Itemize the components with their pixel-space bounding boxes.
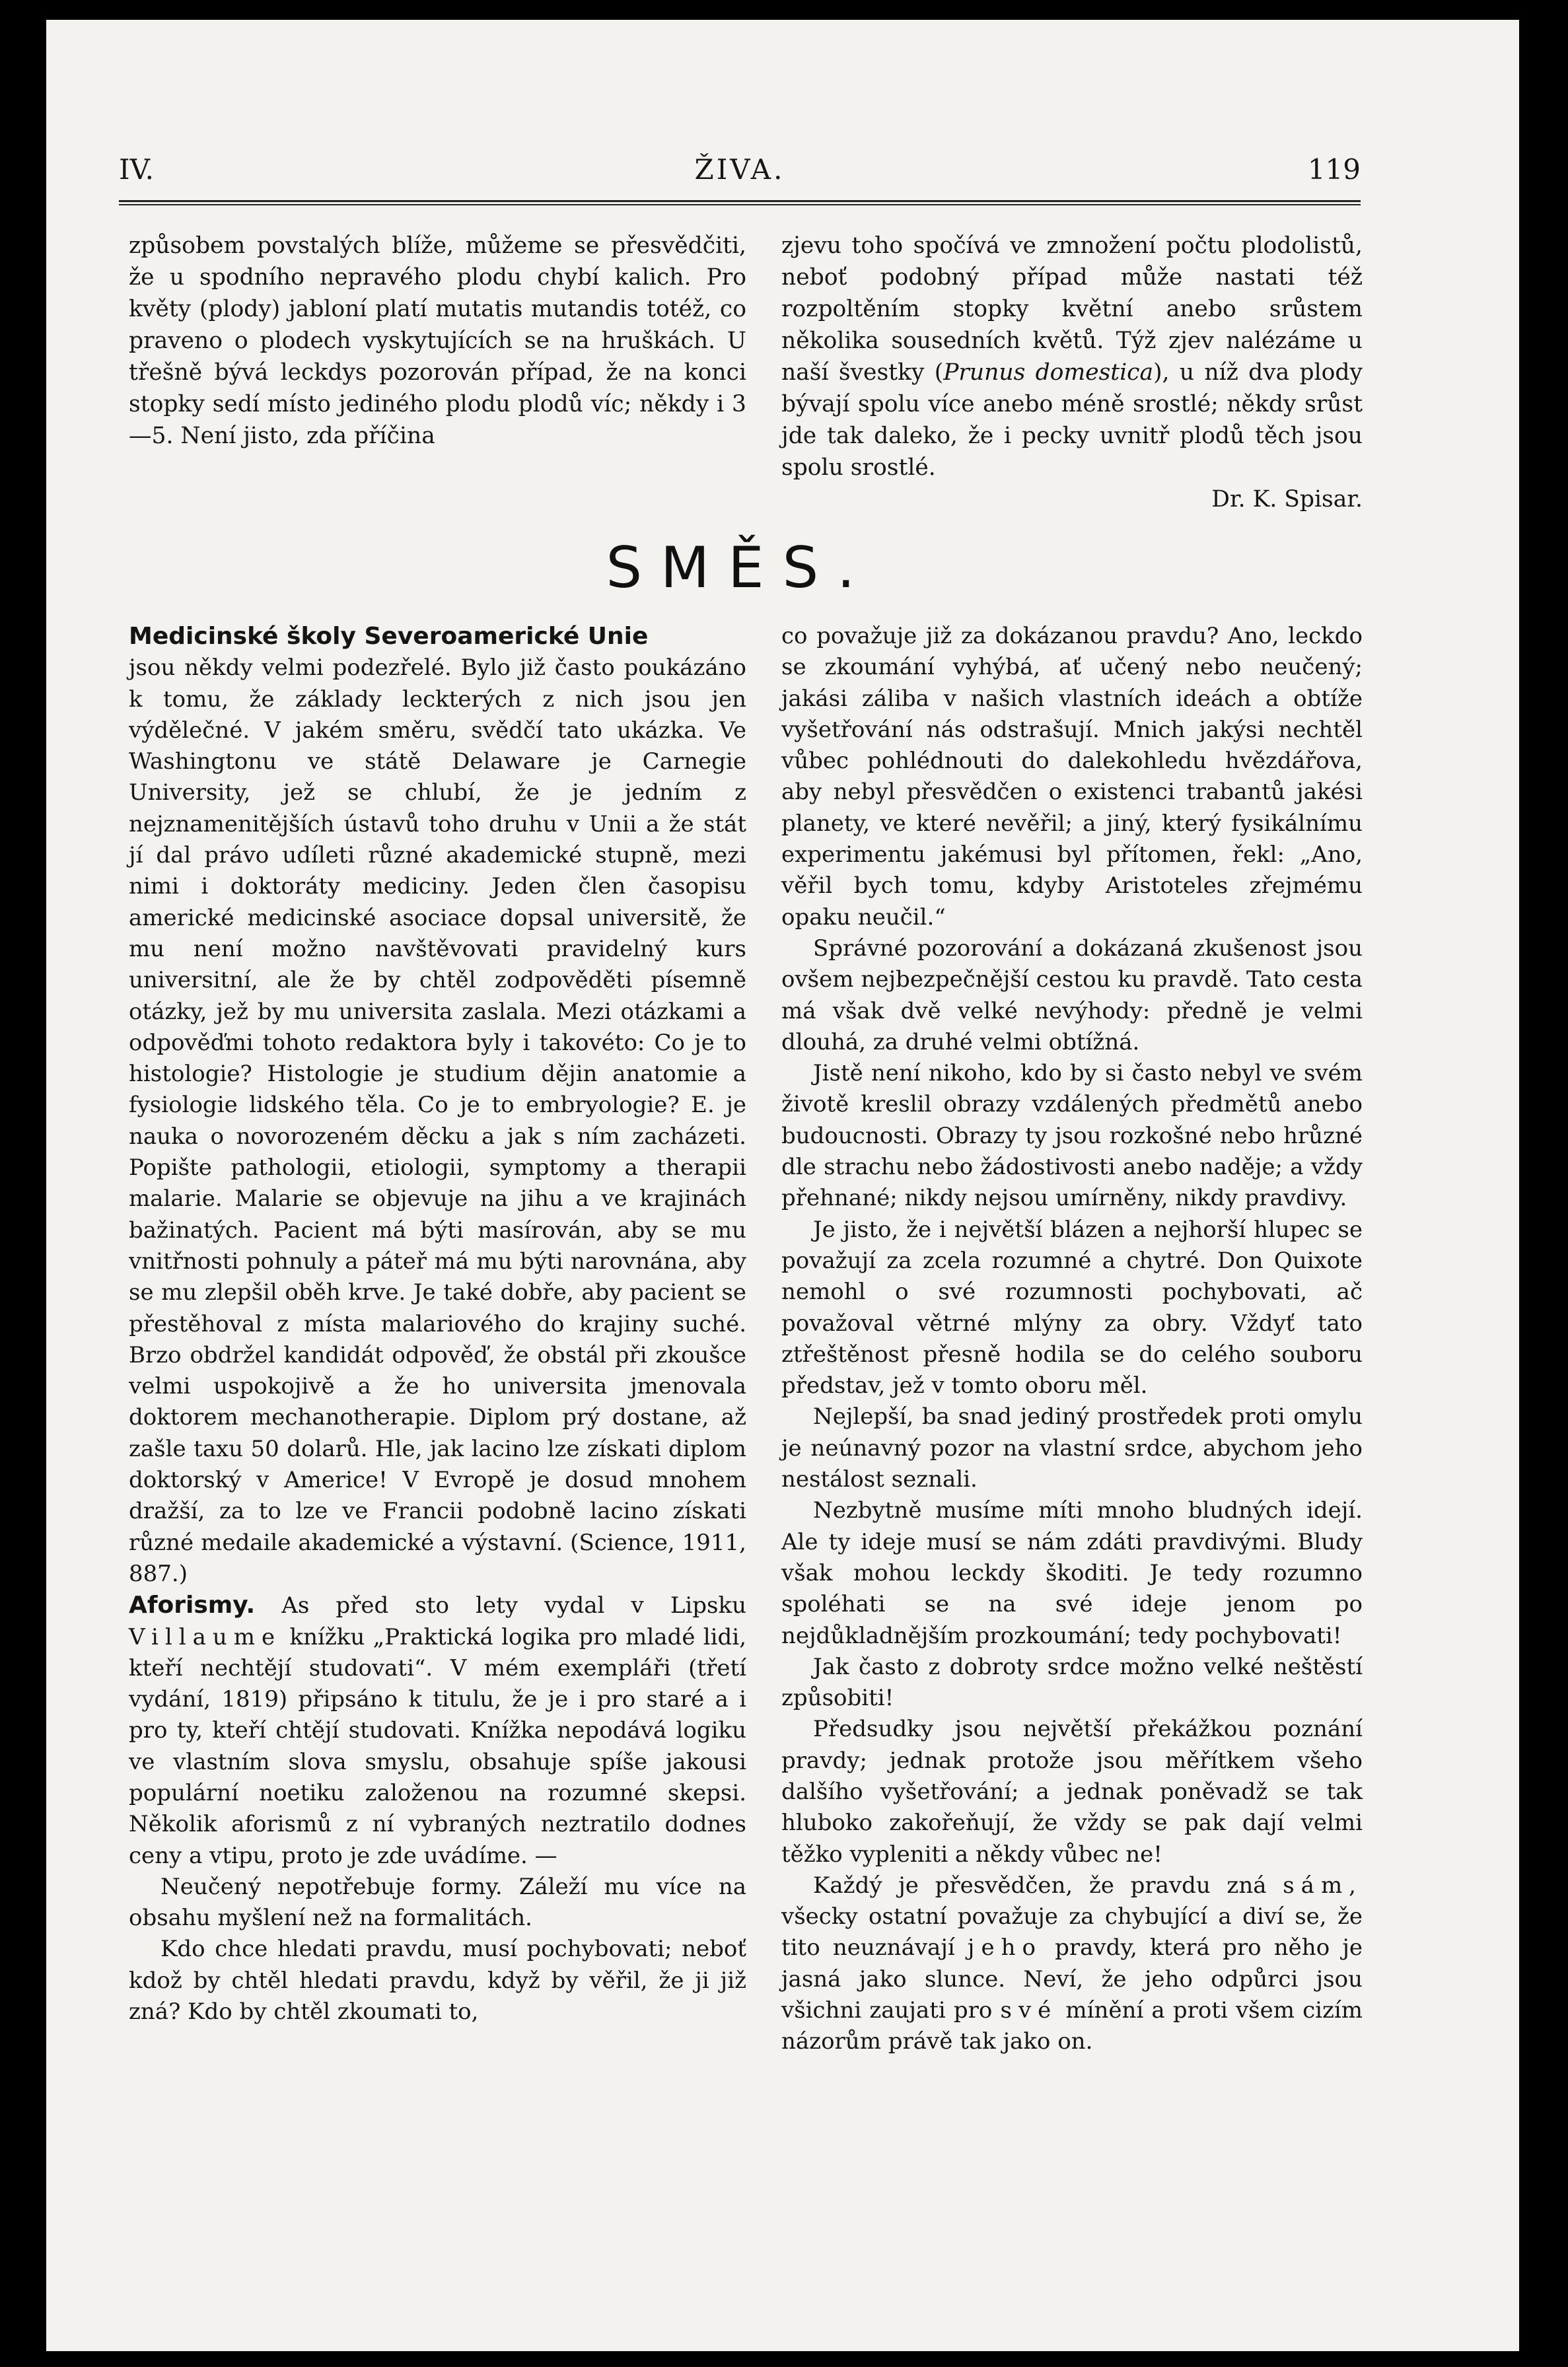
paragraph <box>781 1870 1363 2058</box>
header-rule-thin <box>119 204 1361 205</box>
text: pravdy, která pro něho je jasná jako slunce. Neví, že jeho odpůrci jsou všichni zaujati pro <box>781 1934 1363 2024</box>
text: As před sto lety vydal v Lipsku <box>281 1592 746 1619</box>
author-signature: Dr. K. Spisar. <box>1211 486 1363 512</box>
paragraph: Neučený nepotřebuje formy. Záleží mu více na obsahu myšlení než na formalitách. <box>129 1873 746 1932</box>
right-column <box>781 621 1363 2058</box>
text: jsou někdy velmi podezřelé. Bylo již často poukázáno k tomu, že základy leckterých z nich jsou jen výdělečné. V jakém směru, svědčí tato ukázka. Ve Washingtonu ve státě Delaware je Carnegie University, jež se chlubí, že je jedním z nejznamenitějších ústavů toho druhu v Unii a že stát jí dal právo udíleti různé akademické stupně, mezi nimi i doktoráty mediciny. Jeden člen časopisu americké medicinské asociace dopsal universitě, že mu není možno navštěvovati pravidelný kurs universitní, ale že by chtěl zodpověděti písemně otázky, jež by mu universita zaslala. Mezi otázkami a odpověďmi tohoto redaktora byly i takovéto: Co je to histologie? Histologie je studium dějin anatomie a fysiologie lidského těla. Co je to embryologie? E. je nauka o novorozeném děcku a jak s ním zacházeti. Popište pathologii, etiologii, symptomy a therapii malarie. Malarie se objevuje na jihu a ve krajinách bažinatých. Pacient má býti masírován, aby se mu vnitřnosti pohnuly a páteř má mu býti narovnána, aby se mu zlepšil oběh krve. Je také dobře, aby pacient se přestěhoval z místa malariového do krajiny suché. Brzo obdržel kandidát odpověď, že obstál při zkoušce velmi uspokojivě a že ho universita jmenovala doktorem mechanotherapie. Diplom prý dostane, až zašle taxu 50 dolarů. Hle, jak lacino lze získati diplom doktorský v Americe! V Evropě je dosud mnohem dražší, za to lze ve Francii podobně lacino získati různé medaile akademické a výstavní. (Science, 1911, 887.) <box>129 654 746 1587</box>
paragraph: Jistě není nikoho, kdo by si často nebyl ve svém životě kreslil obrazy vzdálených předmětů anebo budoucnosti. Obrazy ty jsou rozkošné nebo hrůzné dle strachu nebo žádostivosti anebo naděje; a vždy přehnané; nikdy nejsou umírněny, nikdy pravdivy. <box>781 1060 1363 1212</box>
text: všecky ostatní považuje za chybující a diví se, že tito neuznávají <box>781 1903 1363 1961</box>
paragraph <box>129 621 746 1590</box>
text: ), u níž dva plody bývají spolu více anebo méně srostlé; někdy srůst jde tak daleko, že i pecky uvnitř plodů těch jsou spolu srostlé. <box>781 359 1363 481</box>
paragraph: Nezbytně musíme míti mnoho bludných idejí. Ale ty ideje musí se nám zdáti pravdivými. Bludy však mohou leckdy škoditi. Je tedy rozumno spoléhati se na své ideje jenom po nejdůkladnějším prozkoumání; tedy pochybovati! <box>781 1497 1363 1649</box>
paragraph <box>781 230 1363 483</box>
article-end-left-column <box>129 230 746 452</box>
author-name: Villaume <box>129 1623 282 1650</box>
article-heading: Medicinské školy Severoamerické Unie <box>129 623 649 650</box>
paragraph: Kdo chce hledati pravdu, musí pochybovati; neboť kdož by chtěl hledati pravdu, když by věřil, že ji již zná? Kdo by chtěl zkoumati to, <box>129 1936 746 2026</box>
text: knížku „Praktická logika pro mladé lidi, kteří nechtějí studovati“. V mém exempláři (třetí vydání, 1819) připsáno k titulu, že je i pro staré a i pro ty, kteří chtějí studovati. Knížka nepodává logiku ve vlastním slova smyslu, obsahuje spíše jakousi populární noetiku založenou na rozumné skepsi. Několik aforismů z ní vybraných neztratilo dodnes ceny a vtipu, proto je zde uvádíme. — <box>129 1623 746 1869</box>
journal-title: ŽIVA. <box>694 153 785 186</box>
text: zjevu toho spočívá ve zmnožení počtu plodolistů, neboť podobný případ může nastati též rozpoltěním stopky květní anebo srůstem několika sousedních květů. Týž zjev nalézáme u naší švestky ( <box>781 232 1363 386</box>
page-number: 119 <box>1307 153 1361 186</box>
emphasis: jeho <box>967 1934 1042 1961</box>
text: mínění a proti všem cizím názorům právě tak jako on. <box>781 1997 1363 2055</box>
header-rule <box>119 200 1361 202</box>
article-heading: Aforismy. <box>129 1592 256 1619</box>
section-title: SMĚS. <box>606 535 874 601</box>
left-column <box>129 621 746 2028</box>
paragraph: Je jisto, že i největší blázen a nejhorší hlupec se považují za zcela rozumné a chytré. Don Quixote nemohl o své rozumnosti pochybovati, ač považoval větrné mlýny za obry. Vždyť tato ztřeštěnost přesně hodila se do celého souboru představ, jež v tomto oboru měl. <box>781 1216 1363 1399</box>
article-end-right-column <box>781 230 1363 515</box>
paragraph: způsobem povstalých blíže, můžeme se přesvědčiti, že u spodního nepravého plodu chybí kalich. Pro květy (plody) jabloní platí mutatis mutandis totéž, co praveno o plodech vyskytujících se na hruškách. U třešně bývá leckdys pozorován případ, že na konci stopky sedí místo jediného plodu plodů víc; někdy i 3—5. Není jisto, zda příčina <box>129 232 746 449</box>
volume-number: IV. <box>119 153 154 186</box>
paragraph: Předsudky jsou největší překážkou poznání pravdy; jednak protože jsou měřítkem všeho dalšího vyšetřování; a jednak poněvadž se tak hluboko zakořeňují, že vždy se pak dají velmi těžko vypleniti a někdy vůbec ne! <box>781 1716 1363 1868</box>
emphasis: své <box>1000 1997 1058 2024</box>
text: Každý je přesvědčen, že pravdu zná <box>813 1872 1267 1899</box>
paragraph: Správné pozorování a dokázaná zkušenost jsou ovšem nejbezpečnější cestou ku pravdě. Tato cesta má však dvě velké nevýhody: předně je velmi dlouhá, za druhé velmi obtížná. <box>781 935 1363 1055</box>
paragraph: Nejlepší, ba snad jediný prostředek proti omylu je neúnavný pozor na vlastní srdce, abychom jeho nestálost seznali. <box>781 1403 1363 1493</box>
species-name: Prunus domestica <box>943 359 1154 386</box>
running-header <box>119 153 1361 193</box>
emphasis: sám, <box>1283 1872 1363 1899</box>
paragraph <box>129 1590 746 1872</box>
paragraph: Jak často z dobroty srdce možno velké neštěstí způsobiti! <box>781 1653 1363 1712</box>
paragraph: co považuje již za dokázanou pravdu? Ano, leckdo se zkoumání vyhýbá, ať učený nebo neučený; jakási záliba v našich vlastních ideách a obtíže vyšetřování nás odstrašují. Mnich jakýsi nechtěl vůbec pohlédnouti do dalekohledu hvězdářova, aby nebyl přesvědčen o existenci trabantů jakési planety, ve které nevěřil; a jiný, který fysikálnímu experimentu jakémusi byl přítomen, řekl: „Ano, věřil bych tomu, kdyby Aristoteles zřejmému opaku neučil.“ <box>781 623 1363 931</box>
